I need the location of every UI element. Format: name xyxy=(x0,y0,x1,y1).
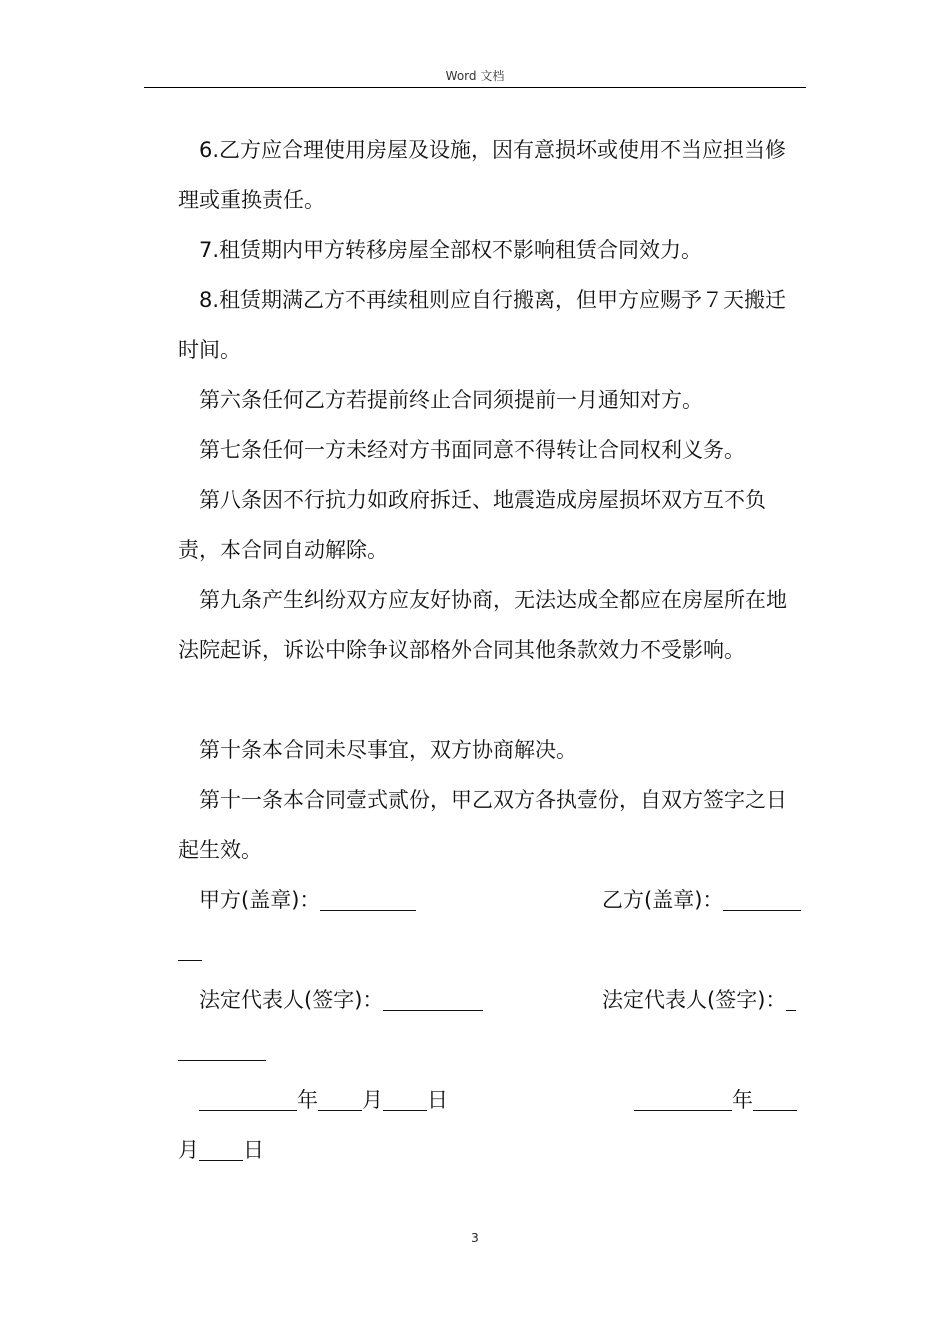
header-rule xyxy=(144,87,806,88)
party-b-blank xyxy=(723,892,801,911)
article-10: 第十条本合同未尽事宜，双方协商解决。 xyxy=(199,738,577,762)
party-a-blank xyxy=(320,892,416,911)
date-b-year: 年 xyxy=(732,1088,753,1112)
article-11: 第十一条本合同壹式贰份，甲乙双方各执壹份，自双方签字之日起生效。 xyxy=(178,788,787,862)
party-b-label: 乙方(盖章)： xyxy=(602,888,724,912)
party-a-label: 甲方(盖章)： xyxy=(199,888,321,912)
document-body xyxy=(178,125,806,1175)
date-b xyxy=(634,1075,797,1125)
date-b-continued xyxy=(178,1125,806,1175)
rep-b-blank xyxy=(786,992,796,1011)
party-b-seal xyxy=(602,875,801,925)
date-b-month: 月 xyxy=(178,1138,199,1162)
clause-8: 8.租赁期满乙方不再续租则应自行搬离，但甲方应赐予７天搬迁时间。 xyxy=(178,288,787,362)
date-row xyxy=(178,1075,806,1125)
representative-row xyxy=(178,975,806,1025)
date-a-month: 月 xyxy=(362,1088,383,1112)
page-number: 3 xyxy=(471,1231,479,1245)
date-a xyxy=(199,1075,448,1125)
rep-b-blank-continued xyxy=(178,1025,806,1075)
article-8: 第八条因不行抗力如政府拆迁、地震造成房屋损坏双方互不负责，本合同自动解除。 xyxy=(178,488,766,562)
rep-b-sign xyxy=(602,975,796,1025)
page-header: Word 文档 xyxy=(445,69,505,83)
article-9: 第九条产生纠纷双方应友好协商，无法达成全都应在房屋所在地法院起诉，诉讼中除争议部格外合同其他条款效力不受影响。 xyxy=(178,588,787,662)
rep-a-blank xyxy=(383,992,483,1011)
party-seal-row xyxy=(178,875,806,925)
article-7: 第七条任何一方未经对方书面同意不得转让合同权利义务。 xyxy=(199,438,745,462)
rep-a-label: 法定代表人(签字)： xyxy=(199,988,384,1012)
clause-6: 6.乙方应合理使用房屋及设施，因有意损坏或使用不当应担当修理或重换责任。 xyxy=(178,138,787,212)
date-a-year: 年 xyxy=(297,1088,318,1112)
date-a-day: 日 xyxy=(427,1088,448,1112)
party-b-blank-continued xyxy=(178,925,806,975)
party-a-seal xyxy=(199,875,416,925)
date-b-day: 日 xyxy=(243,1138,264,1162)
article-6: 第六条任何乙方若提前终止合同须提前一月通知对方。 xyxy=(199,388,703,412)
clause-7: 7.租赁期内甲方转移房屋全部权不影响租赁合同效力。 xyxy=(199,238,703,262)
rep-b-label: 法定代表人(签字)： xyxy=(602,988,787,1012)
rep-a-sign xyxy=(199,975,483,1025)
